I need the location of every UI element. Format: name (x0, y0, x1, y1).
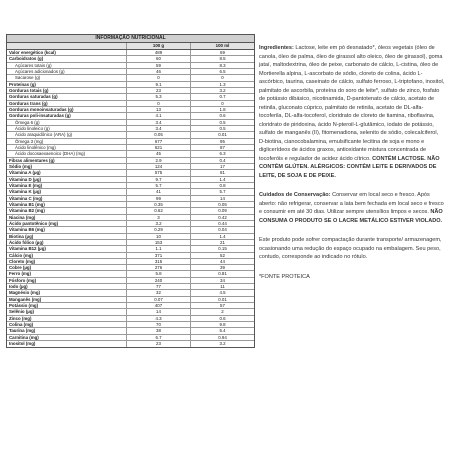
nutrient-name: Zinco (mg) (7, 316, 127, 321)
value-per-100g: 240 (127, 278, 191, 283)
value-per-100g: 70 (127, 322, 191, 327)
nutrition-table-body (7, 50, 254, 347)
value-per-100ml: 69 (220, 50, 225, 55)
nutrient-name: Gorduras monoinsaturadas (g) (7, 107, 127, 112)
nutrient-name: Gorduras totais (g) (7, 88, 127, 93)
value-per-100g: 0.35 (127, 202, 191, 207)
value-per-100ml: 0.7 (219, 94, 226, 100)
value-per-100ml: 0.5 (219, 125, 226, 131)
value-per-100ml: 39 (220, 265, 225, 271)
value-per-100ml: 0.05 (218, 201, 227, 207)
nutrient-name: Ácido araquidônico (ARA) (g) (7, 132, 127, 137)
value-per-100g: 99 (127, 196, 191, 201)
nutrient-name: Valor energético (kcal) (7, 50, 127, 55)
nutrient-name: Ácido linolênico (mg) (7, 145, 127, 150)
nutrient-name: Vitamina B12 (µg) (7, 246, 127, 251)
value-per-100g: 5.8 (127, 271, 191, 276)
compaction-notice: Este produto pode sofrer compactação durante transporte/ armazenagem, ocasionando uma redução do espaço ocupado na embalagem. Seu peso, contudo, corresponde ao indicado no rótulo. (259, 237, 442, 260)
value-per-100g: 3.2 (127, 221, 191, 226)
value-per-100g: 677 (127, 139, 191, 144)
value-per-100g: 5.3 (127, 94, 191, 99)
ingredients-heading: Ingredientes: (259, 45, 294, 51)
value-per-100ml: 44 (220, 258, 225, 264)
nutrient-name: Vitamina C (mg) (7, 196, 127, 201)
value-per-100ml: 5.4 (219, 328, 226, 334)
label-text-column (259, 44, 445, 292)
value-per-100ml: 14 (220, 195, 225, 201)
value-per-100ml: 0.04 (218, 227, 227, 233)
value-per-100g: 489 (127, 50, 191, 55)
value-per-100g: 77 (127, 284, 191, 289)
value-per-100ml: 6.3 (219, 151, 226, 157)
nutrient-name: Gorduras trans (g) (7, 101, 127, 106)
ingredients-paragraph (259, 44, 445, 180)
nutrient-name: Ferro (mg) (7, 271, 127, 276)
value-per-100ml: 8.5 (219, 56, 226, 62)
value-per-100ml: 0.5 (219, 119, 226, 125)
value-per-100g: 13 (127, 107, 191, 112)
nutrient-name: Potássio (mg) (7, 303, 127, 308)
header-per-100g: 100 g (127, 43, 191, 49)
value-per-100ml: 11 (220, 284, 225, 290)
value-per-100ml: 0.8 (219, 182, 226, 188)
value-per-100ml: 0.01 (218, 132, 227, 138)
value-per-100g: 10 (127, 234, 191, 239)
nutrient-name: Magnésio (mg) (7, 290, 127, 295)
header-nutrient (7, 43, 127, 49)
nutrient-name: Sacarose (g) (7, 75, 127, 80)
nutrient-name: Ácido docosaexaenoico (DHA) (mg) (7, 151, 127, 156)
value-per-100ml: 21 (220, 239, 225, 245)
allergen-warning: CONTÉM LACTOSE. NÃO CONTÉM GLÚTEN. ALÉRGICOS: CONTÉM LEITE E DERIVADOS DE LEITE, DE SOJA E DE PEIXE. (259, 155, 440, 179)
value-per-100ml: 2 (221, 309, 224, 315)
nutrient-name: Cálcio (mg) (7, 253, 127, 258)
value-per-100g: 0.29 (127, 227, 191, 232)
nutrient-name: Açúcares adicionados (g) (7, 69, 127, 74)
value-per-100g: 315 (127, 259, 191, 264)
value-per-100ml: 6.5 (219, 68, 226, 74)
nutrient-name: Gorduras poli-insaturadas (g) (7, 113, 127, 118)
value-per-100g: 3.4 (127, 120, 191, 125)
nutrient-name: Vitamina E (mg) (7, 183, 127, 188)
value-per-100ml: 0.01 (218, 296, 227, 302)
value-per-100ml: 1.4 (219, 176, 226, 182)
value-per-100ml: 0.4 (219, 157, 226, 163)
value-per-100g: 41 (127, 189, 191, 194)
value-per-100g: 45 (127, 151, 191, 156)
nutrient-name: Colina (mg) (7, 322, 127, 327)
value-per-100ml: 9.8 (219, 322, 226, 328)
value-per-100ml: 1.8 (219, 106, 226, 112)
value-per-100ml: 0 (221, 75, 224, 81)
value-per-100ml: 52 (220, 252, 225, 258)
nutrient-name: Ômega 6 (g) (7, 120, 127, 125)
value-per-100g: 23 (127, 88, 191, 93)
value-per-100g: 2.9 (127, 158, 191, 163)
nutrient-name: Vitamina D (µg) (7, 177, 127, 182)
nutrition-table (6, 34, 255, 348)
value-per-100g: 23 (127, 341, 191, 347)
nutrient-name: Vitamina A (µg) (7, 170, 127, 175)
value-per-100g: 9.7 (127, 177, 191, 182)
nutrition-table-title: INFORMAÇÃO NUTRICIONAL (7, 35, 254, 43)
value-per-100g: 4.1 (127, 113, 191, 118)
value-per-100g: 6.7 (127, 335, 191, 340)
nutrient-name: Cobre (µg) (7, 265, 127, 270)
value-per-100ml: 0.6 (219, 315, 226, 321)
value-per-100g: 60 (127, 56, 191, 61)
value-per-100g: 0 (127, 101, 191, 106)
value-per-100ml: 1.3 (219, 81, 226, 87)
value-per-100ml: 5.7 (219, 189, 226, 195)
value-per-100g: 14 (127, 309, 191, 314)
value-per-100g: 4.3 (127, 316, 191, 321)
value-per-100ml: 3.2 (219, 87, 226, 93)
value-per-100g: 407 (127, 303, 191, 308)
nutrient-name: Manganês (mg) (7, 297, 127, 302)
value-per-100ml: 0.44 (218, 220, 227, 226)
value-per-100g: 124 (127, 164, 191, 169)
value-per-100g: 1.1 (127, 246, 191, 251)
nutrient-name: Ácido pantotênico (mg) (7, 221, 127, 226)
value-per-100g: 0.07 (127, 297, 191, 302)
nutrient-name: Ácido fólico (µg) (7, 240, 127, 245)
nutrient-name: Selênio (µg) (7, 309, 127, 314)
nutrient-name: Fibras alimentares (g) (7, 158, 127, 163)
value-per-100ml: 57 (220, 303, 225, 309)
nutrient-name: Vitamina B6 (mg) (7, 227, 127, 232)
value-per-100g: 0 (127, 75, 191, 80)
value-per-100ml: 4.5 (219, 290, 226, 296)
value-per-100ml: 81 (220, 170, 225, 176)
table-row (7, 341, 254, 347)
value-per-100g: 3 (127, 215, 191, 220)
value-per-100g: 0.62 (127, 208, 191, 213)
value-per-100g: 5.7 (127, 183, 191, 188)
value-per-100g: 621 (127, 145, 191, 150)
value-per-100ml: 8.3 (219, 62, 226, 68)
value-per-100ml: 0.94 (218, 334, 227, 340)
value-per-100ml: 95 (220, 138, 225, 144)
value-per-100ml: 0.81 (218, 271, 227, 277)
seal-warning: NÃO CONSUMA O PRODUTO SE O LACRE METÁLICO ESTIVER VIOLADO. (259, 209, 443, 224)
value-per-100g: 0.05 (127, 132, 191, 137)
value-per-100g: 371 (127, 253, 191, 258)
storage-text: Conservar em local seco e fresco. Após aberto: não refrigerar, conservar a lata bem fechada em local seco e fresco e consumir em até 30 dias. Utilizar sempre utensílios limpos e secos. (259, 192, 444, 215)
nutrient-name: Vitamina K (µg) (7, 189, 127, 194)
nutrient-name: Biotina (µg) (7, 234, 127, 239)
nutrient-name: Vitamina B2 (mg) (7, 208, 127, 213)
storage-heading: Cuidados de Conservação: (259, 192, 331, 198)
nutrient-name: Ômega 3 (mg) (7, 139, 127, 144)
value-per-100ml: 17 (220, 163, 225, 169)
nutrient-name: Sódio (mg) (7, 164, 127, 169)
value-per-100g: 38 (127, 328, 191, 333)
value-per-100g: 9.1 (127, 82, 191, 87)
nutrient-name: Proteínas (g) (7, 82, 127, 87)
nutrient-name: Iodo (µg) (7, 284, 127, 289)
value-per-100g: 276 (127, 265, 191, 270)
nutrient-name: Vitamina B1 (mg) (7, 202, 127, 207)
value-per-100ml: 34 (220, 277, 225, 283)
nutrient-name: Niacina (mg) (7, 215, 127, 220)
value-per-100ml: 1.4 (219, 233, 226, 239)
nutrient-name: Inositol (mg) (7, 341, 127, 347)
nutrient-name: Cloreto (mg) (7, 259, 127, 264)
storage-paragraph (259, 191, 445, 225)
nutrient-name: Gorduras saturadas (g) (7, 94, 127, 99)
value-per-100ml: 0.6 (219, 113, 226, 119)
value-per-100g: 46 (127, 69, 191, 74)
nutrient-name: Carboidratos (g) (7, 56, 127, 61)
value-per-100ml: 87 (220, 144, 225, 150)
value-per-100ml: 0.09 (218, 208, 227, 214)
protein-source-footnote: *FONTE PROTEICA (259, 273, 310, 280)
value-per-100g: 59 (127, 63, 191, 68)
value-per-100ml: 3.2 (219, 341, 226, 347)
value-per-100g: 3.4 (127, 126, 191, 131)
nutrient-name: Taurina (mg) (7, 328, 127, 333)
nutrient-name: Ácido linoleico (g) (7, 126, 127, 131)
nutrition-table-header (7, 43, 254, 50)
value-per-100g: 575 (127, 170, 191, 175)
value-per-100g: 153 (127, 240, 191, 245)
value-per-100ml: 0 (221, 100, 224, 106)
ingredients-text: Lactose, leite em pó desnatado*, óleos vegetais (óleo de canola, óleo de palma, óleo de girassol alto oleico, óleo de girassol), goma jataí, maltodextrina, óleo de peixe, carbonato de cálcio, L-cistina, óleo de Mortierella alpina, L-ascorbato de sódio, cloreto de colina, ácido L-ascórbico, taurina, caseinato de cálcio, sulfato ferroso, L-triptofano, inositol, palmitato de ascorbila, proteína do soro de leite*, sulfato de zinco, fosfato de potássio dibásico, nicotinamida, D-pantotenato de cálcio, acetato de retinila, gluconato cúprico, palmitato de retinila, acetato de DL-alfa-tocoferila, DL-alfa-tocoferol, cloridrato de cloreto de tiamina, riboflavina, cloridrato de piridoxina, ácido N-pteroil-L-glutâmico, iodato de potássio, sulfato de manganês (II), fitomenadiona, selenito de sódio, colecalciferol, D-biotina, cianocobalamina, emulsificante lecitina de soja e mono e diglicerídeos de ácidos graxos, antioxidante mistura concentrada de tocoferóis e regulador de acidez ácido cítrico. (259, 45, 445, 162)
header-per-100ml: 100 ml (215, 43, 230, 48)
nutrient-name: Açúcares totais (g) (7, 63, 127, 68)
value-per-100ml: 0.15 (218, 246, 227, 252)
nutrient-name: Carnitina (mg) (7, 335, 127, 340)
value-per-100g: 32 (127, 290, 191, 295)
nutrient-name: Fósforo (mg) (7, 278, 127, 283)
value-per-100ml: 0.42 (218, 214, 227, 220)
